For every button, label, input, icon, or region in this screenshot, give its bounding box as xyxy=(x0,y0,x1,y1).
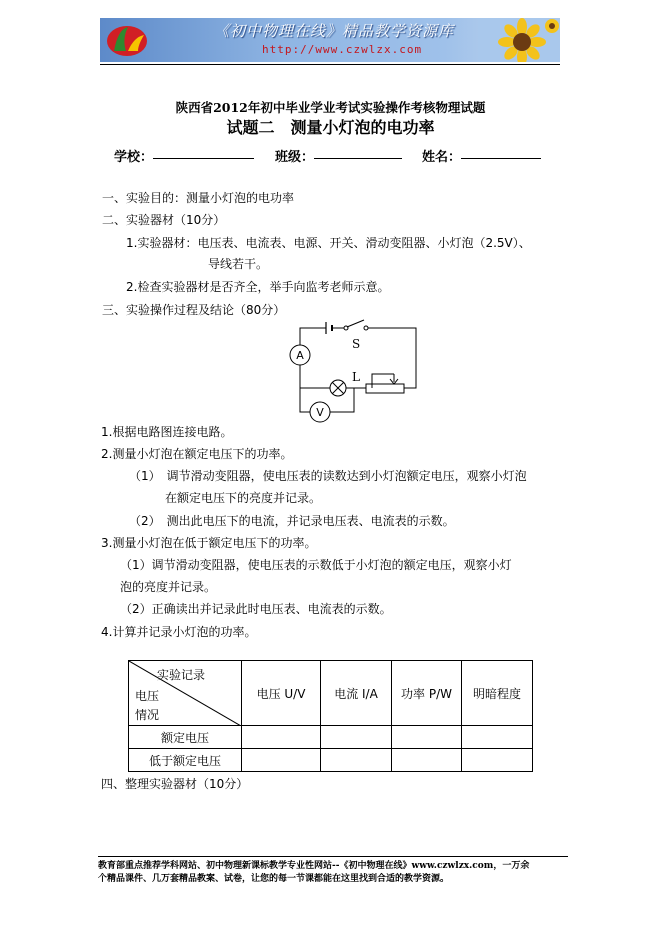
exam-title: 陕西省2012年初中毕业学业考试实验操作考核物理试题 xyxy=(175,100,486,115)
step-2: 2.测量小灯泡在额定电压下的功率。 xyxy=(101,447,293,461)
lamp-symbol xyxy=(330,380,346,396)
footer-line-1: 教育部重点推荐学科网站、初中物理新课标教学专业性网站--《初中物理在线》www.czwlzx.com，一万余 xyxy=(98,861,530,871)
equipment-list-cont: 导线若干。 xyxy=(208,257,269,271)
footer xyxy=(98,860,568,886)
cell-input[interactable] xyxy=(462,726,533,749)
banner-title: 《初中物理在线》精品教学资源库 xyxy=(214,22,455,40)
section-2-heading: 二、实验器材（10分） xyxy=(102,213,226,227)
step-1: 1.根据电路图连接电路。 xyxy=(101,425,233,439)
step-3-1: （1）调节滑动变阻器，使电压表的示数低于小灯泡的额定电压，观察小灯 xyxy=(120,558,512,572)
header-current: 电流 I/A xyxy=(321,661,392,726)
diag-bottom-label-2: 情况 xyxy=(135,708,160,722)
cell-input[interactable] xyxy=(321,726,392,749)
cell-input[interactable] xyxy=(462,749,533,772)
sunflower-image xyxy=(478,18,560,62)
name-field[interactable] xyxy=(461,158,541,159)
step-2-1: （1） 调节滑动变阻器，使电压表的读数达到小灯泡额定电压，观察小灯泡 xyxy=(129,469,527,483)
banner-divider xyxy=(100,64,560,65)
diag-bottom-label-1: 电压 xyxy=(135,689,160,703)
cell-input[interactable] xyxy=(392,749,462,772)
school-field[interactable] xyxy=(153,158,254,159)
header-brightness: 明暗程度 xyxy=(462,661,533,726)
lamp-label: L xyxy=(352,370,360,384)
equipment-check: 2.检查实验器材是否齐全，举手向监考老师示意。 xyxy=(126,280,390,294)
cell-input[interactable] xyxy=(392,726,462,749)
circuit-diagram xyxy=(286,318,426,428)
step-3-1-cont: 泡的亮度并记录。 xyxy=(120,580,217,594)
step-4: 4.计算并记录小灯泡的功率。 xyxy=(101,625,257,639)
class-field[interactable] xyxy=(314,158,402,159)
ammeter-symbol xyxy=(290,345,310,365)
section-3-heading: 三、实验操作过程及结论（80分） xyxy=(102,303,286,317)
voltmeter-symbol xyxy=(310,402,330,422)
step-3-2: （2）正确读出并记录此时电压表、电流表的示数。 xyxy=(120,602,392,616)
switch-label: S xyxy=(352,337,361,351)
step-3: 3.测量小灯泡在低于额定电压下的功率。 xyxy=(101,536,317,550)
section-1-purpose: 一、实验目的：测量小灯泡的电功率 xyxy=(102,191,295,205)
step-2-1-cont: 在额定电压下的亮度并记录。 xyxy=(165,491,322,505)
voltmeter-label: V xyxy=(316,406,324,419)
site-logo-icon xyxy=(104,21,150,59)
record-table xyxy=(128,660,533,772)
header-power: 功率 P/W xyxy=(392,661,462,726)
question-title: 试题二 测量小灯泡的电功率 xyxy=(226,118,435,137)
section-4-heading: 四、整理实验器材（10分） xyxy=(101,777,249,791)
row-rated-voltage: 额定电压 xyxy=(129,726,242,749)
class-label: 班级： xyxy=(275,150,315,165)
footer-line-2: 个精品课件、几万套精品教案、试卷，让您的每一节课都能在这里找到合适的教学资源。 xyxy=(98,874,450,884)
header-voltage: 电压 U/V xyxy=(242,661,321,726)
footer-divider xyxy=(98,856,568,857)
cell-input[interactable] xyxy=(242,726,321,749)
ammeter-label: A xyxy=(296,349,304,362)
equipment-list: 1.实验器材：电压表、电流表、电源、开关、滑动变阻器、小灯泡（2.5V）、 xyxy=(126,236,531,250)
banner-url[interactable]: http://www.czwlzx.com xyxy=(262,43,423,56)
school-label: 学校： xyxy=(114,150,154,165)
cell-input[interactable] xyxy=(321,749,392,772)
row-below-rated-voltage: 低于额定电压 xyxy=(129,749,242,772)
cell-input[interactable] xyxy=(242,749,321,772)
name-label: 姓名： xyxy=(422,150,462,165)
table-diagonal-header xyxy=(129,661,242,726)
diag-top-label: 实验记录 xyxy=(157,668,206,682)
step-2-2: （2） 测出此电压下的电流，并记录电压表、电流表的示数。 xyxy=(129,514,455,528)
